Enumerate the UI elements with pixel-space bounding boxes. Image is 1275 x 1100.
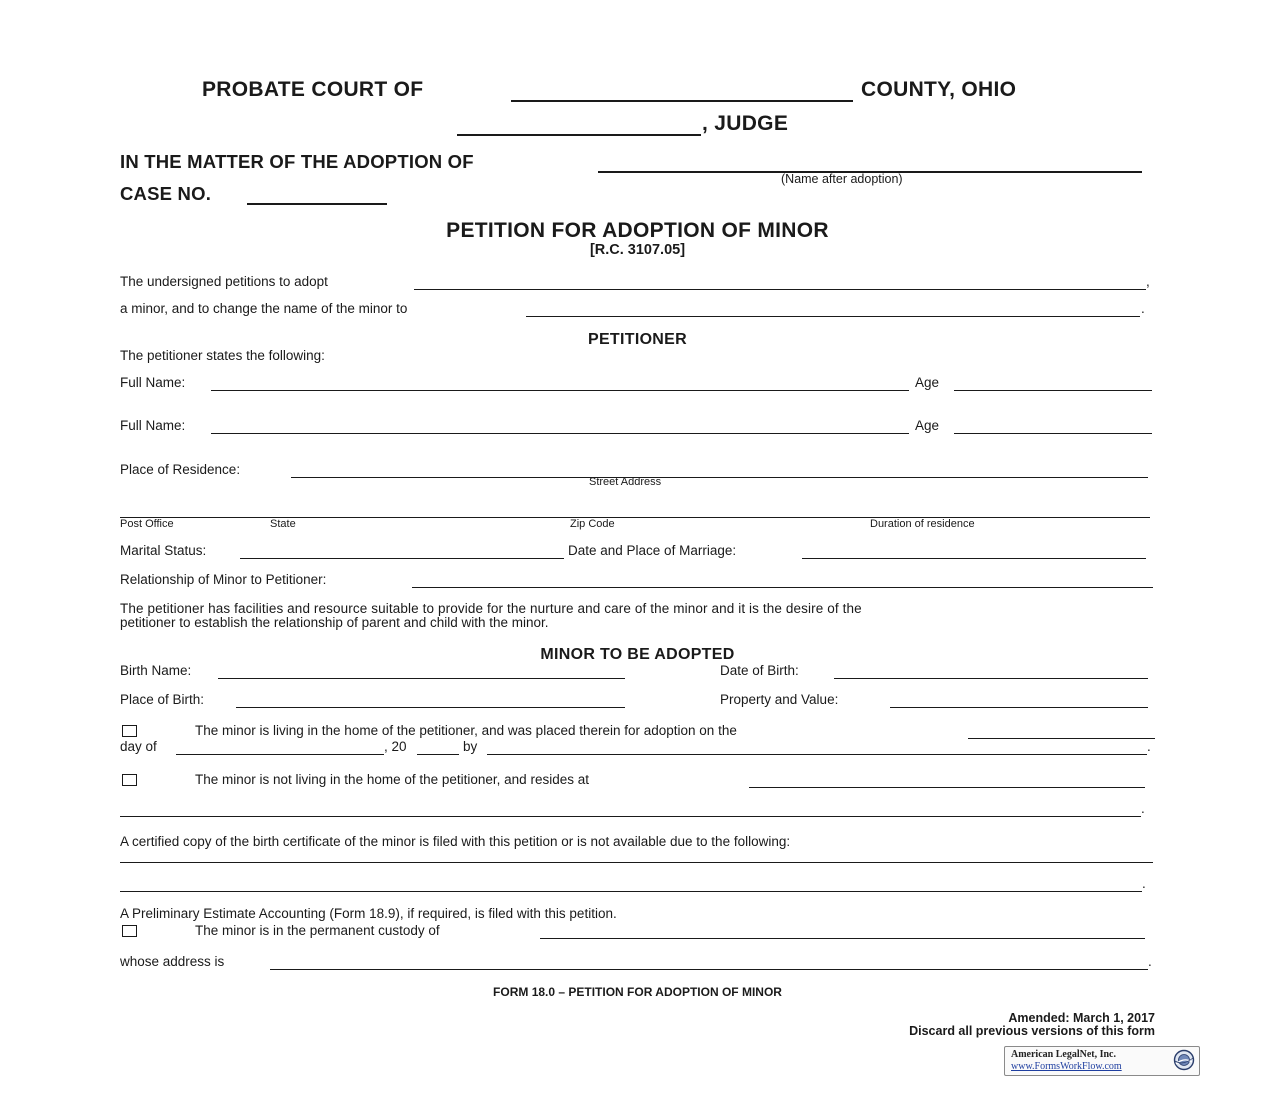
name-after-adoption-caption: (Name after adoption)	[781, 172, 903, 186]
placement-date-field[interactable]	[968, 738, 1155, 739]
birth-name-label: Birth Name:	[120, 663, 192, 678]
residence-label: Place of Residence:	[120, 462, 241, 477]
street-address-field[interactable]	[291, 477, 1148, 478]
marital-status-label: Marital Status:	[120, 543, 207, 558]
pob-label: Place of Birth:	[120, 692, 205, 707]
year-prefix: , 20	[384, 739, 407, 754]
age-label-1: Age	[915, 375, 940, 390]
age-field-1[interactable]	[954, 390, 1152, 391]
full-name-label-1: Full Name:	[120, 375, 186, 390]
court-suffix: COUNTY, OHIO	[861, 78, 1017, 101]
full-name-field-2[interactable]	[211, 433, 909, 434]
property-field[interactable]	[890, 707, 1148, 708]
court-prefix: PROBATE COURT OF	[202, 78, 424, 101]
age-label-2: Age	[915, 418, 940, 433]
age-field-2[interactable]	[954, 433, 1152, 434]
placed-period: .	[1147, 739, 1151, 754]
discard-note: Discard all previous versions of this form	[909, 1024, 1155, 1038]
address-period: .	[1148, 954, 1152, 969]
preliminary-label: A Preliminary Estimate Accounting (Form 18.9), if required, is filed with this petition.	[120, 906, 617, 921]
custody-checkbox[interactable]	[122, 925, 137, 937]
dob-field[interactable]	[834, 678, 1148, 679]
birth-name-field[interactable]	[218, 678, 625, 679]
amended-date: Amended: March 1, 2017	[1008, 1011, 1155, 1025]
by-label: by	[463, 739, 478, 754]
duration-caption: Duration of residence	[870, 518, 975, 530]
pob-field[interactable]	[236, 707, 625, 708]
form-title: PETITION FOR ADOPTION OF MINOR	[446, 219, 829, 242]
adoptee-blank[interactable]	[414, 289, 1146, 290]
birth-cert-reason-1[interactable]	[120, 862, 1153, 863]
full-name-field-1[interactable]	[211, 390, 909, 391]
marital-status-field[interactable]	[240, 558, 564, 559]
form-footer: FORM 18.0 – PETITION FOR ADOPTION OF MINOR	[493, 985, 782, 999]
intro-line1: The undersigned petitions to adopt	[120, 274, 328, 289]
resides-at-field-2[interactable]	[120, 816, 1141, 817]
living-with-label: The minor is living in the home of the petitioner, and was placed therein for adoption on the	[195, 723, 737, 738]
dob-label: Date of Birth:	[720, 663, 799, 678]
facilities-line1: The petitioner has facilities and resource suitable to provide for the nurture and care of the minor and it is the desire of the	[120, 601, 862, 616]
case-no-blank[interactable]	[247, 203, 387, 205]
petitioner-states: The petitioner states the following:	[120, 348, 325, 363]
address-field[interactable]	[270, 969, 1148, 970]
placed-by-field[interactable]	[487, 754, 1147, 755]
birth-cert-label: A certified copy of the birth certificate of the minor is filed with this petition or is not available due to the following:	[120, 834, 791, 849]
statute-ref: [R.C. 3107.05]	[589, 242, 686, 258]
logo-company-name: American LegalNet, Inc.	[1011, 1049, 1116, 1060]
month-field[interactable]	[176, 754, 384, 755]
custody-label: The minor is in the permanent custody of	[195, 923, 440, 938]
not-living-label: The minor is not living in the home of the petitioner, and resides at	[195, 772, 589, 787]
american-legalnet-logo[interactable]	[1004, 1046, 1200, 1076]
judge-blank[interactable]	[457, 134, 701, 136]
post-office-caption: Post Office	[120, 518, 174, 530]
marriage-field[interactable]	[802, 558, 1146, 559]
full-name-label-2: Full Name:	[120, 418, 186, 433]
marriage-label: Date and Place of Marriage:	[568, 543, 737, 558]
matter-label: IN THE MATTER OF THE ADOPTION OF	[120, 151, 474, 172]
relationship-label: Relationship of Minor to Petitioner:	[120, 572, 327, 587]
resides-at-field[interactable]	[749, 787, 1145, 788]
intro-comma: ,	[1146, 274, 1150, 289]
intro-line2: a minor, and to change the name of the minor to	[120, 301, 408, 316]
intro-period: .	[1141, 301, 1145, 316]
property-label: Property and Value:	[720, 692, 839, 707]
new-name-blank[interactable]	[526, 316, 1140, 317]
living-with-checkbox[interactable]	[122, 725, 137, 737]
facilities-line2: petitioner to establish the relationship of parent and child with the minor.	[120, 615, 549, 630]
birth-cert-reason-2[interactable]	[120, 891, 1142, 892]
minor-heading: MINOR TO BE ADOPTED	[540, 646, 735, 663]
petitioner-heading: PETITIONER	[587, 331, 687, 348]
address-label: whose address is	[120, 954, 225, 969]
county-blank[interactable]	[511, 100, 853, 102]
not-living-checkbox[interactable]	[122, 774, 137, 786]
year-field[interactable]	[417, 754, 459, 755]
relationship-field[interactable]	[412, 587, 1153, 588]
resides-period: .	[1141, 801, 1145, 816]
birth-cert-period: .	[1142, 876, 1146, 891]
case-no-label: CASE NO.	[120, 183, 212, 204]
state-caption: State	[270, 518, 296, 530]
custody-field[interactable]	[540, 938, 1145, 939]
logo-url[interactable]: www.FormsWorkFlow.com	[1011, 1061, 1122, 1072]
zip-caption: Zip Code	[570, 518, 615, 530]
day-of-label: day of	[120, 739, 157, 754]
globe-icon	[1173, 1049, 1195, 1071]
street-address-caption: Street Address	[589, 476, 662, 488]
judge-label: , JUDGE	[702, 112, 789, 135]
